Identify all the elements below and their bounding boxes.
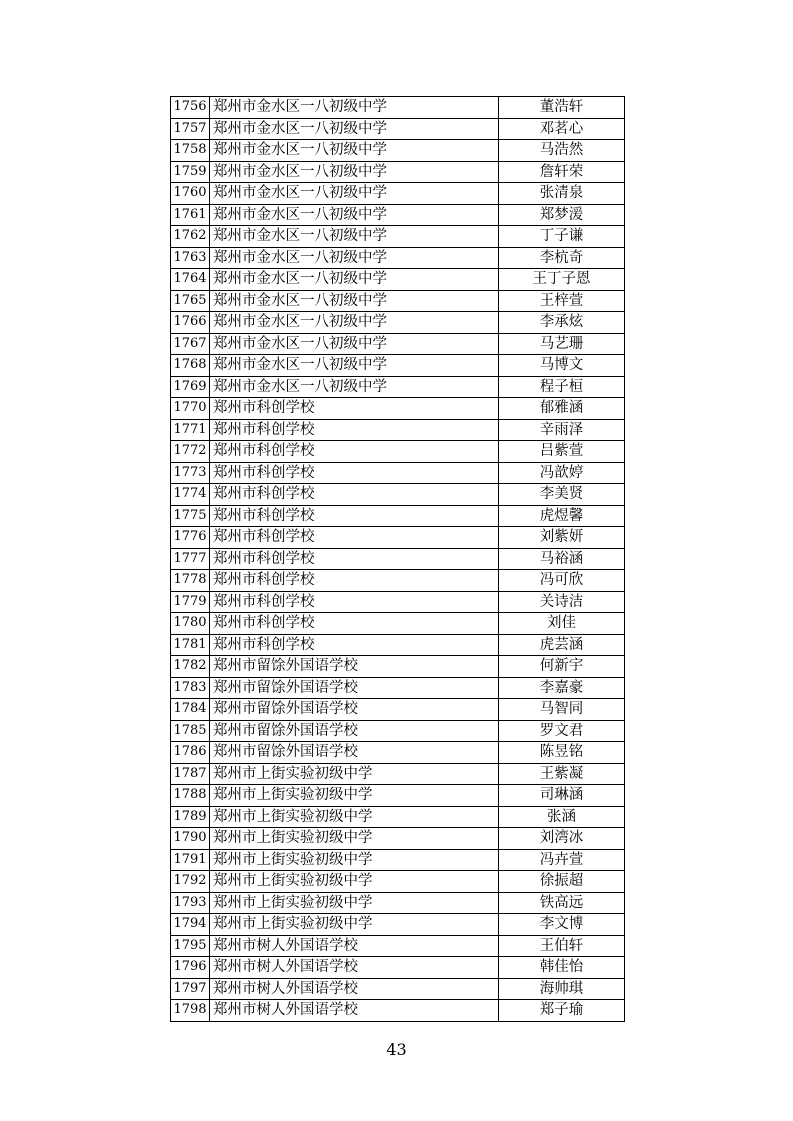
- student-name: 李美贤: [499, 484, 625, 506]
- table-row: [171, 226, 625, 248]
- school-name: 郑州市金水区一八初级中学: [210, 333, 499, 355]
- table-row: [171, 871, 625, 893]
- student-name: 冯歆婷: [499, 462, 625, 484]
- student-name: 刘紫妍: [499, 527, 625, 549]
- student-name: 刘佳: [499, 613, 625, 635]
- student-name: 董浩轩: [499, 97, 625, 119]
- student-name: 关诗洁: [499, 591, 625, 613]
- row-number: 1793: [171, 892, 210, 914]
- student-name: 冯可欣: [499, 570, 625, 592]
- school-name: 郑州市上街实验初级中学: [210, 849, 499, 871]
- table-row: [171, 849, 625, 871]
- school-name: 郑州市金水区一八初级中学: [210, 247, 499, 269]
- school-name: 郑州市科创学校: [210, 613, 499, 635]
- table-row: [171, 118, 625, 140]
- student-name: 李承炫: [499, 312, 625, 334]
- table-row: [171, 290, 625, 312]
- school-name: 郑州市树人外国语学校: [210, 978, 499, 1000]
- school-name: 郑州市留馀外国语学校: [210, 720, 499, 742]
- school-name: 郑州市科创学校: [210, 398, 499, 420]
- school-name: 郑州市金水区一八初级中学: [210, 376, 499, 398]
- row-number: 1776: [171, 527, 210, 549]
- student-name: 张清泉: [499, 183, 625, 205]
- table-row: [171, 161, 625, 183]
- table-row: [171, 570, 625, 592]
- row-number: 1798: [171, 1000, 210, 1022]
- school-name: 郑州市留馀外国语学校: [210, 677, 499, 699]
- table-row: [171, 935, 625, 957]
- row-number: 1774: [171, 484, 210, 506]
- table-row: [171, 613, 625, 635]
- row-number: 1767: [171, 333, 210, 355]
- student-name: 程子桓: [499, 376, 625, 398]
- table-row: [171, 699, 625, 721]
- school-name: 郑州市树人外国语学校: [210, 957, 499, 979]
- table-row: [171, 333, 625, 355]
- student-name: 海帅琪: [499, 978, 625, 1000]
- table-row: [171, 441, 625, 463]
- table-row: [171, 742, 625, 764]
- table-row: [171, 957, 625, 979]
- row-number: 1765: [171, 290, 210, 312]
- school-name: 郑州市上街实验初级中学: [210, 828, 499, 850]
- school-name: 郑州市树人外国语学校: [210, 1000, 499, 1022]
- school-name: 郑州市上街实验初级中学: [210, 806, 499, 828]
- table-row: [171, 419, 625, 441]
- table-row: [171, 548, 625, 570]
- table-row: [171, 914, 625, 936]
- student-name: 冯卉萱: [499, 849, 625, 871]
- table-row: [171, 591, 625, 613]
- student-name: 马智同: [499, 699, 625, 721]
- student-name: 虎煜馨: [499, 505, 625, 527]
- student-name: 王紫凝: [499, 763, 625, 785]
- student-name: 丁子谦: [499, 226, 625, 248]
- row-number: 1781: [171, 634, 210, 656]
- student-name: 郁雅涵: [499, 398, 625, 420]
- school-name: 郑州市金水区一八初级中学: [210, 97, 499, 119]
- row-number: 1795: [171, 935, 210, 957]
- student-name: 马裕涵: [499, 548, 625, 570]
- school-name: 郑州市上街实验初级中学: [210, 871, 499, 893]
- student-name: 铁高远: [499, 892, 625, 914]
- row-number: 1761: [171, 204, 210, 226]
- table-row: [171, 978, 625, 1000]
- table-row: [171, 484, 625, 506]
- student-name: 张涵: [499, 806, 625, 828]
- school-name: 郑州市科创学校: [210, 570, 499, 592]
- school-name: 郑州市科创学校: [210, 505, 499, 527]
- school-name: 郑州市金水区一八初级中学: [210, 226, 499, 248]
- row-number: 1784: [171, 699, 210, 721]
- row-number: 1763: [171, 247, 210, 269]
- school-name: 郑州市上街实验初级中学: [210, 892, 499, 914]
- student-name: 马艺珊: [499, 333, 625, 355]
- student-name: 何新宇: [499, 656, 625, 678]
- table-row: [171, 634, 625, 656]
- table-row: [171, 656, 625, 678]
- row-number: 1777: [171, 548, 210, 570]
- student-name: 徐振超: [499, 871, 625, 893]
- row-number: 1759: [171, 161, 210, 183]
- table-row: [171, 204, 625, 226]
- table-row: [171, 527, 625, 549]
- table-row: [171, 398, 625, 420]
- school-name: 郑州市金水区一八初级中学: [210, 118, 499, 140]
- table-row: [171, 892, 625, 914]
- school-name: 郑州市金水区一八初级中学: [210, 183, 499, 205]
- row-number: 1796: [171, 957, 210, 979]
- student-name: 马博文: [499, 355, 625, 377]
- school-name: 郑州市科创学校: [210, 484, 499, 506]
- table-row: [171, 97, 625, 119]
- student-name: 吕紫萱: [499, 441, 625, 463]
- table-row: [171, 462, 625, 484]
- school-name: 郑州市科创学校: [210, 527, 499, 549]
- row-number: 1762: [171, 226, 210, 248]
- table-row: [171, 677, 625, 699]
- row-number: 1786: [171, 742, 210, 764]
- table-row: [171, 806, 625, 828]
- row-number: 1779: [171, 591, 210, 613]
- school-name: 郑州市金水区一八初级中学: [210, 290, 499, 312]
- school-name: 郑州市科创学校: [210, 634, 499, 656]
- row-number: 1771: [171, 419, 210, 441]
- student-name: 邓茗心: [499, 118, 625, 140]
- student-name: 虎芸涵: [499, 634, 625, 656]
- student-name: 王梓萱: [499, 290, 625, 312]
- row-number: 1790: [171, 828, 210, 850]
- row-number: 1791: [171, 849, 210, 871]
- school-name: 郑州市科创学校: [210, 462, 499, 484]
- school-name: 郑州市金水区一八初级中学: [210, 312, 499, 334]
- table-row: [171, 720, 625, 742]
- student-name: 司琳涵: [499, 785, 625, 807]
- row-number: 1789: [171, 806, 210, 828]
- row-number: 1787: [171, 763, 210, 785]
- table-row: [171, 376, 625, 398]
- row-number: 1775: [171, 505, 210, 527]
- row-number: 1772: [171, 441, 210, 463]
- row-number: 1760: [171, 183, 210, 205]
- student-name: 郑梦湲: [499, 204, 625, 226]
- roster-table: [170, 96, 625, 1022]
- school-name: 郑州市科创学校: [210, 548, 499, 570]
- school-name: 郑州市金水区一八初级中学: [210, 140, 499, 162]
- student-name: 韩佳怡: [499, 957, 625, 979]
- row-number: 1769: [171, 376, 210, 398]
- table-row: [171, 312, 625, 334]
- school-name: 郑州市上街实验初级中学: [210, 914, 499, 936]
- student-name: 李杭奇: [499, 247, 625, 269]
- school-name: 郑州市金水区一八初级中学: [210, 269, 499, 291]
- student-name: 李文博: [499, 914, 625, 936]
- student-name: 王伯轩: [499, 935, 625, 957]
- table-row: [171, 140, 625, 162]
- school-name: 郑州市留馀外国语学校: [210, 699, 499, 721]
- row-number: 1782: [171, 656, 210, 678]
- page-number: 43: [386, 1040, 407, 1059]
- table-row: [171, 785, 625, 807]
- row-number: 1780: [171, 613, 210, 635]
- table-row: [171, 828, 625, 850]
- row-number: 1756: [171, 97, 210, 119]
- school-name: 郑州市科创学校: [210, 591, 499, 613]
- row-number: 1785: [171, 720, 210, 742]
- row-number: 1770: [171, 398, 210, 420]
- student-name: 王丁子恩: [499, 269, 625, 291]
- row-number: 1757: [171, 118, 210, 140]
- school-name: 郑州市留馀外国语学校: [210, 656, 499, 678]
- row-number: 1778: [171, 570, 210, 592]
- row-number: 1773: [171, 462, 210, 484]
- school-name: 郑州市上街实验初级中学: [210, 763, 499, 785]
- table-row: [171, 183, 625, 205]
- school-name: 郑州市科创学校: [210, 419, 499, 441]
- school-name: 郑州市科创学校: [210, 441, 499, 463]
- table-row: [171, 505, 625, 527]
- row-number: 1797: [171, 978, 210, 1000]
- student-name: 詹轩荣: [499, 161, 625, 183]
- row-number: 1794: [171, 914, 210, 936]
- student-name: 郑子瑜: [499, 1000, 625, 1022]
- row-number: 1788: [171, 785, 210, 807]
- row-number: 1766: [171, 312, 210, 334]
- student-name: 李嘉豪: [499, 677, 625, 699]
- student-name: 陈昱铭: [499, 742, 625, 764]
- row-number: 1783: [171, 677, 210, 699]
- roster-table-body: [171, 97, 625, 1022]
- table-row: [171, 1000, 625, 1022]
- school-name: 郑州市金水区一八初级中学: [210, 161, 499, 183]
- table-row: [171, 269, 625, 291]
- row-number: 1768: [171, 355, 210, 377]
- school-name: 郑州市金水区一八初级中学: [210, 204, 499, 226]
- school-name: 郑州市留馀外国语学校: [210, 742, 499, 764]
- school-name: 郑州市金水区一八初级中学: [210, 355, 499, 377]
- row-number: 1792: [171, 871, 210, 893]
- row-number: 1764: [171, 269, 210, 291]
- student-name: 马浩然: [499, 140, 625, 162]
- table-row: [171, 247, 625, 269]
- table-row: [171, 763, 625, 785]
- school-name: 郑州市树人外国语学校: [210, 935, 499, 957]
- row-number: 1758: [171, 140, 210, 162]
- school-name: 郑州市上街实验初级中学: [210, 785, 499, 807]
- student-name: 辛雨泽: [499, 419, 625, 441]
- table-row: [171, 355, 625, 377]
- student-name: 刘湾冰: [499, 828, 625, 850]
- student-name: 罗文君: [499, 720, 625, 742]
